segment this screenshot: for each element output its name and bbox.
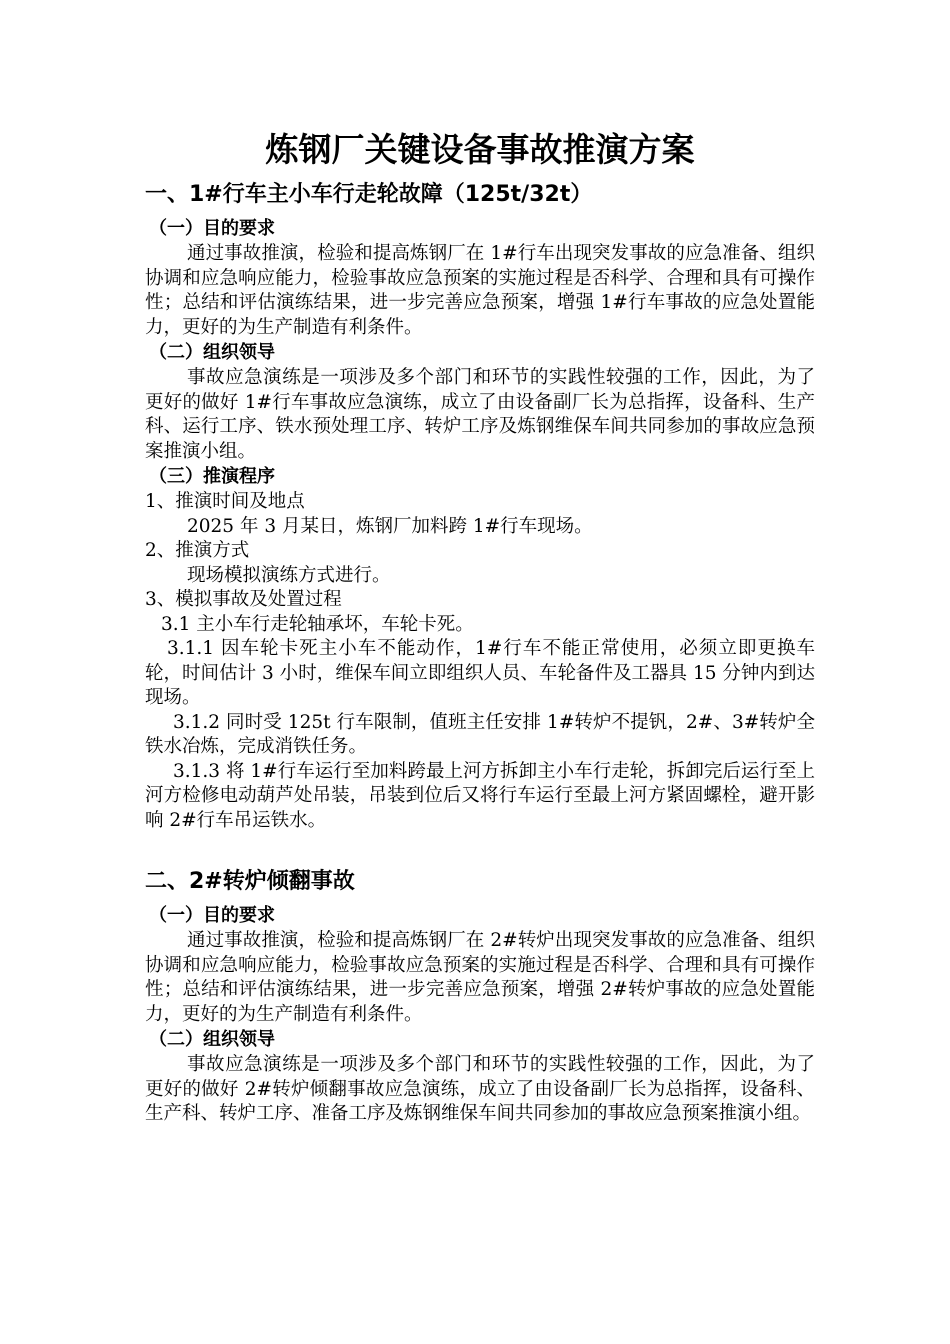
section-1-org-heading: （二）组织领导 <box>149 342 275 363</box>
section-1-org-text: 事故应急演练是一项涉及多个部门和环节的实践性较强的工作，因此，为了更好的做好 1#行车事故应急演练，成立了由设备副厂长为总指挥，设备科、生产科、运行工序、铁水预处理工序、转炉工序及炼钢维保车间共同参加的事故应急预案推演小组。 <box>145 367 815 462</box>
section-1-procedure-heading: （三）推演程序 <box>149 466 275 487</box>
section-1-heading: 一、1#行车主小车行走轮故障（125t/32t） <box>145 182 593 207</box>
document-title: 炼钢厂关键设备事故推演方案 <box>265 130 695 169</box>
section-2-org-text: 事故应急演练是一项涉及多个部门和环节的实践性较强的工作，因此，为了更好的做好 2#转炉倾翻事故应急演练，成立了由设备副厂长为总指挥，设备科、生产科、转炉工序、准备工序及炼钢维保车间共同参加的事故应急预案推演小组。 <box>145 1054 815 1124</box>
section-2-purpose-text: 通过事故推演，检验和提高炼钢厂在 2#转炉出现突发事故的应急准备、组织协调和应急响应能力，检验事故应急预案的实施过程是否科学、合理和具有可操作性；总结和评估演练结果，进一步完善应急预案，增强 2#转炉事故的应急处置能力，更好的为生产制造有利条件。 <box>145 930 815 1025</box>
subitem-3-1: 3.1 主小车行走轮轴承坏，车轮卡死。 <box>161 613 474 635</box>
section-1-purpose-text: 通过事故推演，检验和提高炼钢厂在 1#行车出现突发事故的应急准备、组织协调和应急响应能力，检验事故应急预案的实施过程是否科学、合理和具有可操作性；总结和评估演练结果，进一步完善应急预案，增强 1#行车事故的应急处置能力，更好的为生产制造有利条件。 <box>145 243 815 338</box>
subitem-3-1-1: 3.1.1 因车轮卡死主小车不能动作，1#行车不能正常使用，必须立即更换车轮，时间估计 3 小时，维保车间立即组织人员、车轮备件及工器具 15 分钟内到达现场。 <box>145 638 815 708</box>
section-2-org-heading: （二）组织领导 <box>149 1029 275 1050</box>
procedure-item-2-text: 现场模拟演练方式进行。 <box>187 564 391 586</box>
document-body <box>145 128 815 1127</box>
procedure-item-3: 3、模拟事故及处置过程 <box>145 589 342 610</box>
section-2-heading: 二、2#转炉倾翻事故 <box>145 869 355 894</box>
subitem-3-1-2: 3.1.2 同时受 125t 行车限制，值班主任安排 1#转炉不提钒，2#、3#转炉全铁水冶炼，完成消铁任务。 <box>145 711 815 757</box>
section-2-purpose-heading: （一）目的要求 <box>149 905 275 926</box>
procedure-item-1-text: 2025 年 3 月某日，炼钢厂加料跨 1#行车现场。 <box>187 515 593 537</box>
subitem-3-1-3: 3.1.3 将 1#行车运行至加料跨最上河方拆卸主小车行走轮，拆卸完后运行至上河方检修电动葫芦处吊装，吊装到位后又将行车运行至最上河方紧固螺栓，避开影响 2#行车吊运铁水。 <box>145 760 815 831</box>
procedure-item-2: 2、推演方式 <box>145 540 250 561</box>
procedure-item-1: 1、推演时间及地点 <box>145 491 305 512</box>
section-1-purpose-heading: （一）目的要求 <box>149 218 275 239</box>
